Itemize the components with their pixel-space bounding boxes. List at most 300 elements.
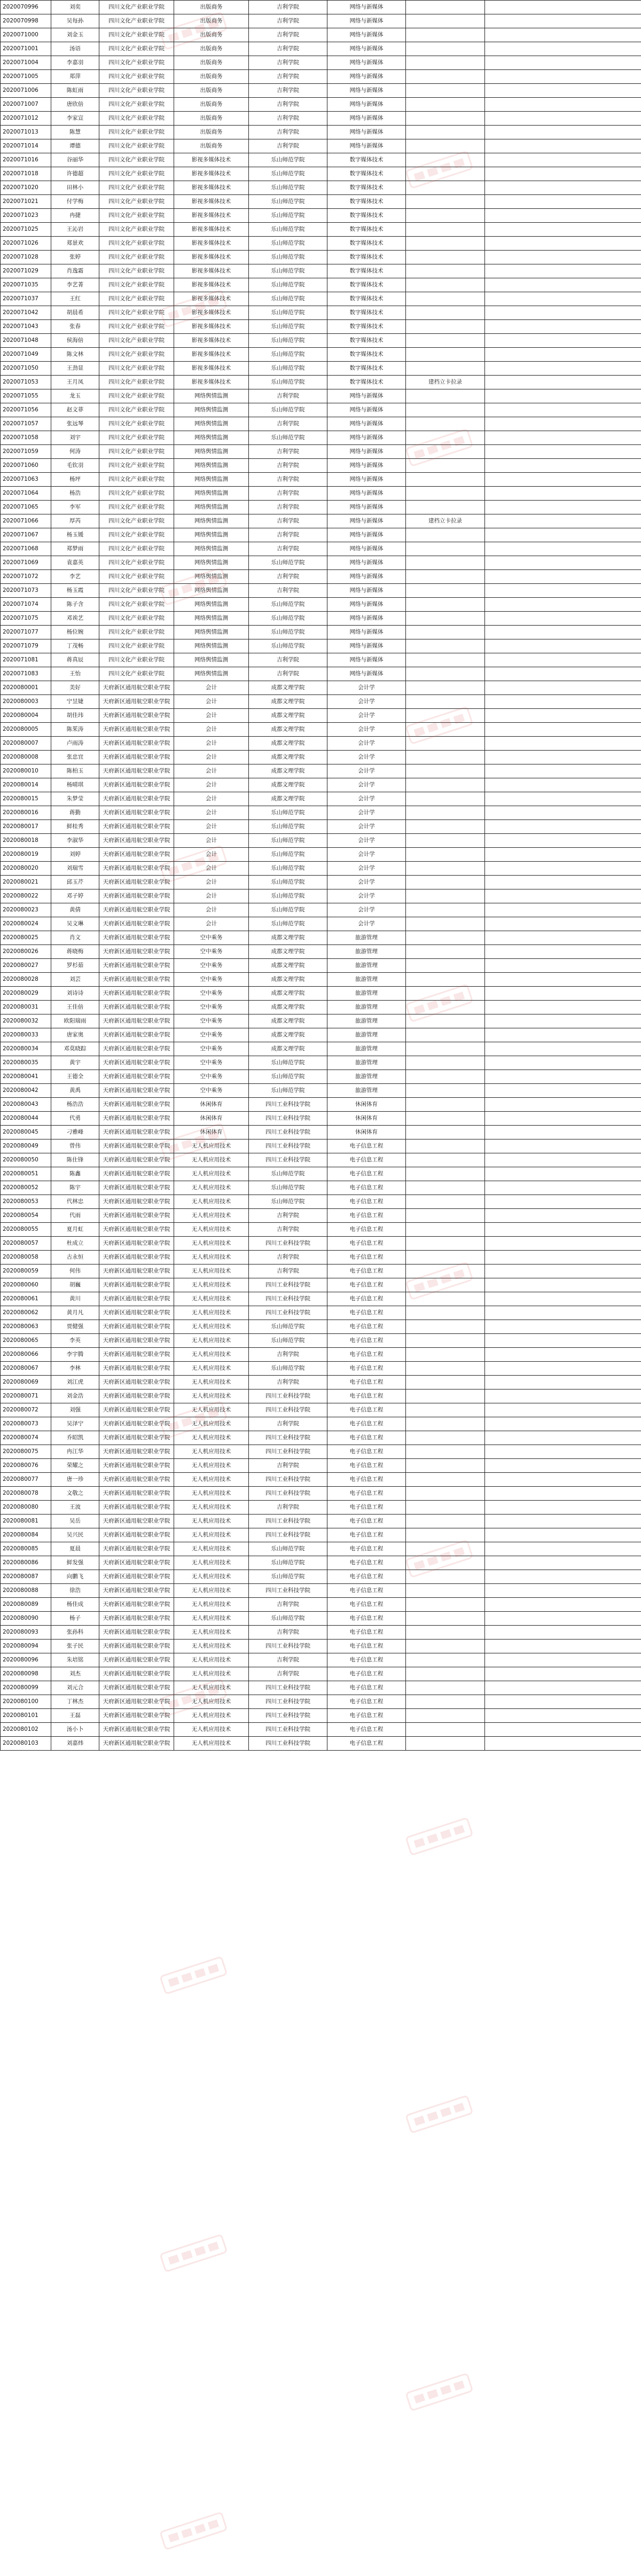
exam-id-cell: 2020080005 bbox=[1, 723, 51, 737]
exam-id-cell: 2020071006 bbox=[1, 84, 51, 98]
empty-cell bbox=[485, 1626, 641, 1640]
admit-major-cell: 电子信息工程 bbox=[327, 1487, 406, 1501]
empty-cell bbox=[485, 667, 641, 681]
exam-id-cell: 2020070996 bbox=[1, 1, 51, 14]
empty-cell bbox=[485, 501, 641, 514]
major-cell: 出版商务 bbox=[174, 98, 249, 112]
table-row bbox=[1, 153, 641, 167]
admit-major-cell: 网络与新媒体 bbox=[327, 639, 406, 653]
empty-cell bbox=[485, 834, 641, 848]
admit-school-cell: 四川工业科技学院 bbox=[249, 1584, 327, 1598]
exam-id-cell: 2020071068 bbox=[1, 542, 51, 556]
school-cell: 天府新区通用航空职业学院 bbox=[99, 1070, 174, 1084]
empty-cell bbox=[485, 945, 641, 959]
admit-major-cell: 电子信息工程 bbox=[327, 1320, 406, 1334]
table-row bbox=[1, 403, 641, 417]
exam-id-cell: 2020080063 bbox=[1, 1320, 51, 1334]
remark-cell bbox=[406, 1459, 485, 1473]
name-cell: 朱培铭 bbox=[51, 1653, 99, 1667]
admit-major-cell: 数字媒体技术 bbox=[327, 153, 406, 167]
major-cell: 无人机应用技术 bbox=[174, 1223, 249, 1237]
major-cell: 网络舆情监测 bbox=[174, 584, 249, 598]
major-cell: 空中乘务 bbox=[174, 1056, 249, 1070]
admit-school-cell: 乐山师范学院 bbox=[249, 209, 327, 223]
table-row bbox=[1, 1459, 641, 1473]
major-cell: 影视多媒体技术 bbox=[174, 376, 249, 389]
remark-cell bbox=[406, 417, 485, 431]
table-row bbox=[1, 334, 641, 348]
name-cell: 杨玉霞 bbox=[51, 584, 99, 598]
admit-school-cell: 吉利学院 bbox=[249, 667, 327, 681]
major-cell: 网络舆情监测 bbox=[174, 528, 249, 542]
table-row bbox=[1, 1445, 641, 1459]
remark-cell bbox=[406, 556, 485, 570]
watermark-stamp bbox=[160, 2512, 227, 2549]
remark-cell bbox=[406, 445, 485, 459]
table-row bbox=[1, 320, 641, 334]
empty-cell bbox=[485, 28, 641, 42]
empty-cell bbox=[485, 1501, 641, 1515]
remark-cell bbox=[406, 1598, 485, 1612]
remark-cell bbox=[406, 876, 485, 889]
exam-id-cell: 2020080020 bbox=[1, 862, 51, 876]
remark-cell: 建档立卡拉录 bbox=[406, 376, 485, 389]
major-cell: 会计 bbox=[174, 862, 249, 876]
name-cell: 乔昭凯 bbox=[51, 1431, 99, 1445]
admit-school-cell: 乐山师范学院 bbox=[249, 1181, 327, 1195]
table-row bbox=[1, 987, 641, 1001]
admit-major-cell: 会计学 bbox=[327, 751, 406, 764]
name-cell: 何伟 bbox=[51, 1264, 99, 1278]
major-cell: 出版商务 bbox=[174, 112, 249, 126]
remark-cell bbox=[406, 1237, 485, 1251]
major-cell: 无人机应用技术 bbox=[174, 1695, 249, 1709]
table-row bbox=[1, 889, 641, 903]
name-cell: 刘杰 bbox=[51, 1667, 99, 1681]
school-cell: 天府新区通用航空职业学院 bbox=[99, 1681, 174, 1695]
school-cell: 天府新区通用航空职业学院 bbox=[99, 987, 174, 1001]
empty-cell bbox=[485, 1598, 641, 1612]
table-row bbox=[1, 1153, 641, 1167]
remark-cell bbox=[406, 584, 485, 598]
admit-major-cell: 电子信息工程 bbox=[327, 1570, 406, 1584]
table-row bbox=[1, 973, 641, 987]
exam-id-cell: 2020071016 bbox=[1, 153, 51, 167]
school-cell: 天府新区通用航空职业学院 bbox=[99, 1626, 174, 1640]
exam-id-cell: 2020071058 bbox=[1, 431, 51, 445]
admit-school-cell: 吉利学院 bbox=[249, 1667, 327, 1681]
major-cell: 无人机应用技术 bbox=[174, 1292, 249, 1306]
exam-id-cell: 2020080071 bbox=[1, 1390, 51, 1403]
empty-cell bbox=[485, 931, 641, 945]
school-cell: 天府新区通用航空职业学院 bbox=[99, 695, 174, 709]
exam-id-cell: 2020080098 bbox=[1, 1667, 51, 1681]
empty-cell bbox=[485, 1681, 641, 1695]
empty-cell bbox=[485, 1195, 641, 1209]
table-row bbox=[1, 417, 641, 431]
exam-id-cell: 2020080045 bbox=[1, 1126, 51, 1139]
school-cell: 天府新区通用航空职业学院 bbox=[99, 1112, 174, 1126]
school-cell: 天府新区通用航空职业学院 bbox=[99, 792, 174, 806]
empty-cell bbox=[485, 1737, 641, 1751]
table-row bbox=[1, 639, 641, 653]
school-cell: 天府新区通用航空职业学院 bbox=[99, 751, 174, 764]
major-cell: 休闲体育 bbox=[174, 1126, 249, 1139]
exam-id-cell: 2020080050 bbox=[1, 1153, 51, 1167]
table-row bbox=[1, 1292, 641, 1306]
admit-major-cell: 网络与新媒体 bbox=[327, 570, 406, 584]
exam-id-cell: 2020080027 bbox=[1, 959, 51, 973]
name-cell: 刘金玉 bbox=[51, 28, 99, 42]
empty-cell bbox=[485, 1640, 641, 1653]
empty-cell bbox=[485, 473, 641, 487]
empty-cell bbox=[485, 1098, 641, 1112]
exam-id-cell: 2020071069 bbox=[1, 556, 51, 570]
name-cell: 陈子含 bbox=[51, 598, 99, 612]
name-cell: 李淑华 bbox=[51, 834, 99, 848]
empty-cell bbox=[485, 1223, 641, 1237]
school-cell: 天府新区通用航空职业学院 bbox=[99, 1042, 174, 1056]
empty-cell bbox=[485, 987, 641, 1001]
table-row bbox=[1, 1084, 641, 1098]
remark-cell bbox=[406, 403, 485, 417]
remark-cell bbox=[406, 1390, 485, 1403]
empty-cell bbox=[485, 389, 641, 403]
name-cell: 胡佳玮 bbox=[51, 709, 99, 723]
admit-major-cell: 电子信息工程 bbox=[327, 1695, 406, 1709]
table-row bbox=[1, 1640, 641, 1653]
admit-major-cell: 网络与新媒体 bbox=[327, 56, 406, 70]
major-cell: 网络舆情监测 bbox=[174, 556, 249, 570]
admit-school-cell: 四川工业科技学院 bbox=[249, 1515, 327, 1528]
table-row bbox=[1, 1014, 641, 1028]
name-cell: 罗杉茹 bbox=[51, 959, 99, 973]
table-row bbox=[1, 1515, 641, 1528]
table-row bbox=[1, 1181, 641, 1195]
empty-cell bbox=[485, 167, 641, 181]
admit-major-cell: 电子信息工程 bbox=[327, 1167, 406, 1181]
empty-cell bbox=[485, 1209, 641, 1223]
table-row bbox=[1, 362, 641, 376]
exam-id-cell: 2020080089 bbox=[1, 1598, 51, 1612]
school-cell: 天府新区通用航空职业学院 bbox=[99, 1390, 174, 1403]
remark-cell bbox=[406, 1667, 485, 1681]
empty-cell bbox=[485, 445, 641, 459]
admit-major-cell: 电子信息工程 bbox=[327, 1251, 406, 1264]
school-cell: 天府新区通用航空职业学院 bbox=[99, 1139, 174, 1153]
remark-cell bbox=[406, 681, 485, 695]
admit-major-cell: 会计学 bbox=[327, 903, 406, 917]
empty-cell bbox=[485, 84, 641, 98]
school-cell: 四川文化产业职业学院 bbox=[99, 320, 174, 334]
admit-major-cell: 电子信息工程 bbox=[327, 1709, 406, 1723]
school-cell: 四川文化产业职业学院 bbox=[99, 431, 174, 445]
admit-school-cell: 成都文理学院 bbox=[249, 681, 327, 695]
exam-id-cell: 2020080061 bbox=[1, 1292, 51, 1306]
admit-school-cell: 乐山师范学院 bbox=[249, 639, 327, 653]
admit-major-cell: 数字媒体技术 bbox=[327, 362, 406, 376]
remark-cell bbox=[406, 1153, 485, 1167]
admit-school-cell: 乐山师范学院 bbox=[249, 598, 327, 612]
table-row bbox=[1, 139, 641, 153]
exam-id-cell: 2020080078 bbox=[1, 1487, 51, 1501]
school-cell: 天府新区通用航空职业学院 bbox=[99, 709, 174, 723]
empty-cell bbox=[485, 1126, 641, 1139]
admit-major-cell: 电子信息工程 bbox=[327, 1348, 406, 1362]
admit-major-cell: 网络与新媒体 bbox=[327, 417, 406, 431]
table-row bbox=[1, 542, 641, 556]
empty-cell bbox=[485, 737, 641, 751]
exam-id-cell: 2020080014 bbox=[1, 778, 51, 792]
exam-id-cell: 2020080053 bbox=[1, 1195, 51, 1209]
admit-major-cell: 电子信息工程 bbox=[327, 1515, 406, 1528]
name-cell: 刘芸 bbox=[51, 973, 99, 987]
name-cell: 荣耀之 bbox=[51, 1459, 99, 1473]
school-cell: 天府新区通用航空职业学院 bbox=[99, 1320, 174, 1334]
school-cell: 四川文化产业职业学院 bbox=[99, 362, 174, 376]
major-cell: 会计 bbox=[174, 834, 249, 848]
table-row bbox=[1, 445, 641, 459]
admit-school-cell: 四川工业科技学院 bbox=[249, 1487, 327, 1501]
major-cell: 会计 bbox=[174, 681, 249, 695]
admit-school-cell: 乐山师范学院 bbox=[249, 903, 327, 917]
major-cell: 会计 bbox=[174, 695, 249, 709]
table-row bbox=[1, 626, 641, 639]
name-cell: 刘金浩 bbox=[51, 1390, 99, 1403]
admit-school-cell: 乐山师范学院 bbox=[249, 431, 327, 445]
remark-cell bbox=[406, 1417, 485, 1431]
admit-major-cell: 会计学 bbox=[327, 820, 406, 834]
exam-id-cell: 2020080010 bbox=[1, 764, 51, 778]
exam-id-cell: 2020080080 bbox=[1, 1501, 51, 1515]
admit-school-cell: 四川工业科技学院 bbox=[249, 1709, 327, 1723]
admit-major-cell: 休闲体育 bbox=[327, 1112, 406, 1126]
school-cell: 天府新区通用航空职业学院 bbox=[99, 917, 174, 931]
table-row bbox=[1, 1251, 641, 1264]
empty-cell bbox=[485, 1237, 641, 1251]
exam-id-cell: 2020080021 bbox=[1, 876, 51, 889]
admit-major-cell: 电子信息工程 bbox=[327, 1362, 406, 1376]
table-row bbox=[1, 751, 641, 764]
admit-school-cell: 成都文理学院 bbox=[249, 1014, 327, 1028]
school-cell: 天府新区通用航空职业学院 bbox=[99, 1487, 174, 1501]
admit-school-cell: 乐山师范学院 bbox=[249, 167, 327, 181]
school-cell: 四川文化产业职业学院 bbox=[99, 528, 174, 542]
admit-major-cell: 旅游管理 bbox=[327, 1028, 406, 1042]
school-cell: 天府新区通用航空职业学院 bbox=[99, 1153, 174, 1167]
admit-school-cell: 吉利学院 bbox=[249, 584, 327, 598]
school-cell: 天府新区通用航空职业学院 bbox=[99, 945, 174, 959]
exam-id-cell: 2020071055 bbox=[1, 389, 51, 403]
admit-major-cell: 网络与新媒体 bbox=[327, 584, 406, 598]
remark-cell bbox=[406, 751, 485, 764]
remark-cell bbox=[406, 667, 485, 681]
empty-cell bbox=[485, 431, 641, 445]
name-cell: 张忠宜 bbox=[51, 751, 99, 764]
name-cell: 陈虹雨 bbox=[51, 84, 99, 98]
empty-cell bbox=[485, 862, 641, 876]
name-cell: 王月凤 bbox=[51, 376, 99, 389]
admit-school-cell: 乐山师范学院 bbox=[249, 1070, 327, 1084]
table-row bbox=[1, 459, 641, 473]
school-cell: 天府新区通用航空职业学院 bbox=[99, 778, 174, 792]
major-cell: 无人机应用技术 bbox=[174, 1320, 249, 1334]
table-row bbox=[1, 1278, 641, 1292]
remark-cell bbox=[406, 459, 485, 473]
school-cell: 天府新区通用航空职业学院 bbox=[99, 1195, 174, 1209]
school-cell: 天府新区通用航空职业学院 bbox=[99, 1334, 174, 1348]
admit-major-cell: 电子信息工程 bbox=[327, 1223, 406, 1237]
remark-cell bbox=[406, 1528, 485, 1542]
empty-cell bbox=[485, 153, 641, 167]
major-cell: 无人机应用技术 bbox=[174, 1598, 249, 1612]
remark-cell bbox=[406, 778, 485, 792]
table-row bbox=[1, 1431, 641, 1445]
remark-cell bbox=[406, 181, 485, 195]
exam-id-cell: 2020071012 bbox=[1, 112, 51, 126]
school-cell: 四川文化产业职业学院 bbox=[99, 126, 174, 139]
major-cell: 出版商务 bbox=[174, 139, 249, 153]
name-cell: 陈慧 bbox=[51, 126, 99, 139]
empty-cell bbox=[485, 1320, 641, 1334]
roster-body bbox=[1, 1, 641, 1751]
table-row bbox=[1, 1487, 641, 1501]
name-cell: 王劲显 bbox=[51, 362, 99, 376]
admit-school-cell: 乐山师范学院 bbox=[249, 1084, 327, 1098]
admit-school-cell: 四川工业科技学院 bbox=[249, 1723, 327, 1737]
admit-school-cell: 乐山师范学院 bbox=[249, 251, 327, 264]
remark-cell bbox=[406, 1251, 485, 1264]
school-cell: 四川文化产业职业学院 bbox=[99, 84, 174, 98]
empty-cell bbox=[485, 806, 641, 820]
admit-major-cell: 网络与新媒体 bbox=[327, 139, 406, 153]
exam-id-cell: 2020071005 bbox=[1, 70, 51, 84]
empty-cell bbox=[485, 848, 641, 862]
admit-major-cell: 旅游管理 bbox=[327, 1070, 406, 1084]
empty-cell bbox=[485, 56, 641, 70]
major-cell: 会计 bbox=[174, 876, 249, 889]
remark-cell bbox=[406, 612, 485, 626]
admit-major-cell: 网络与新媒体 bbox=[327, 459, 406, 473]
remark-cell bbox=[406, 487, 485, 501]
table-row bbox=[1, 348, 641, 362]
school-cell: 天府新区通用航空职业学院 bbox=[99, 1528, 174, 1542]
remark-cell bbox=[406, 1403, 485, 1417]
exam-id-cell: 2020080055 bbox=[1, 1223, 51, 1237]
table-row bbox=[1, 1139, 641, 1153]
exam-id-cell: 2020080101 bbox=[1, 1709, 51, 1723]
major-cell: 无人机应用技术 bbox=[174, 1251, 249, 1264]
admit-school-cell: 四川工业科技学院 bbox=[249, 1237, 327, 1251]
major-cell: 无人机应用技术 bbox=[174, 1237, 249, 1251]
admit-school-cell: 乐山师范学院 bbox=[249, 264, 327, 278]
remark-cell bbox=[406, 1070, 485, 1084]
table-row bbox=[1, 1334, 641, 1348]
exam-id-cell: 2020080090 bbox=[1, 1612, 51, 1626]
admit-major-cell: 会计学 bbox=[327, 723, 406, 737]
name-cell: 杨坪 bbox=[51, 473, 99, 487]
major-cell: 网络舆情监测 bbox=[174, 639, 249, 653]
name-cell: 郑梦雨 bbox=[51, 542, 99, 556]
admit-major-cell: 会计学 bbox=[327, 862, 406, 876]
empty-cell bbox=[485, 1070, 641, 1084]
admit-school-cell: 成都文理学院 bbox=[249, 764, 327, 778]
school-cell: 天府新区通用航空职业学院 bbox=[99, 1612, 174, 1626]
table-row bbox=[1, 1264, 641, 1278]
school-cell: 四川文化产业职业学院 bbox=[99, 584, 174, 598]
school-cell: 天府新区通用航空职业学院 bbox=[99, 1306, 174, 1320]
remark-cell bbox=[406, 501, 485, 514]
exam-id-cell: 2020071004 bbox=[1, 56, 51, 70]
admit-school-cell: 乐山师范学院 bbox=[249, 917, 327, 931]
major-cell: 无人机应用技术 bbox=[174, 1667, 249, 1681]
exam-id-cell: 2020080043 bbox=[1, 1098, 51, 1112]
remark-cell bbox=[406, 945, 485, 959]
name-cell: 代林忠 bbox=[51, 1195, 99, 1209]
major-cell: 无人机应用技术 bbox=[174, 1542, 249, 1556]
remark-cell bbox=[406, 1320, 485, 1334]
empty-cell bbox=[485, 195, 641, 209]
table-row bbox=[1, 84, 641, 98]
exam-id-cell: 2020071050 bbox=[1, 362, 51, 376]
name-cell: 陈文林 bbox=[51, 348, 99, 362]
name-cell: 邓子婷 bbox=[51, 889, 99, 903]
admit-school-cell: 乐山师范学院 bbox=[249, 889, 327, 903]
admit-major-cell: 网络与新媒体 bbox=[327, 598, 406, 612]
empty-cell bbox=[485, 889, 641, 903]
major-cell: 无人机应用技术 bbox=[174, 1723, 249, 1737]
major-cell: 影视多媒体技术 bbox=[174, 348, 249, 362]
remark-cell bbox=[406, 1264, 485, 1278]
major-cell: 网络舆情监测 bbox=[174, 612, 249, 626]
name-cell: 代雨 bbox=[51, 1209, 99, 1223]
admit-major-cell: 数字媒体技术 bbox=[327, 306, 406, 320]
school-cell: 天府新区通用航空职业学院 bbox=[99, 1556, 174, 1570]
name-cell: 黄川 bbox=[51, 1292, 99, 1306]
admit-major-cell: 数字媒体技术 bbox=[327, 320, 406, 334]
name-cell: 刘瑞雪 bbox=[51, 862, 99, 876]
major-cell: 影视多媒体技术 bbox=[174, 153, 249, 167]
admit-school-cell: 乐山师范学院 bbox=[249, 403, 327, 417]
exam-id-cell: 2020080018 bbox=[1, 834, 51, 848]
remark-cell bbox=[406, 56, 485, 70]
exam-id-cell: 2020071064 bbox=[1, 487, 51, 501]
school-cell: 四川文化产业职业学院 bbox=[99, 556, 174, 570]
school-cell: 天府新区通用航空职业学院 bbox=[99, 931, 174, 945]
major-cell: 会计 bbox=[174, 889, 249, 903]
name-cell: 吴文琳 bbox=[51, 917, 99, 931]
major-cell: 网络舆情监测 bbox=[174, 542, 249, 556]
table-row bbox=[1, 528, 641, 542]
remark-cell bbox=[406, 112, 485, 126]
exam-id-cell: 2020080072 bbox=[1, 1403, 51, 1417]
exam-id-cell: 2020071021 bbox=[1, 195, 51, 209]
remark-cell bbox=[406, 1709, 485, 1723]
table-row bbox=[1, 1070, 641, 1084]
remark-cell bbox=[406, 1084, 485, 1098]
name-cell: 唐欣倍 bbox=[51, 98, 99, 112]
admit-school-cell: 四川工业科技学院 bbox=[249, 1126, 327, 1139]
table-row bbox=[1, 195, 641, 209]
empty-cell bbox=[485, 1723, 641, 1737]
admit-major-cell: 电子信息工程 bbox=[327, 1598, 406, 1612]
exam-id-cell: 2020071065 bbox=[1, 501, 51, 514]
empty-cell bbox=[485, 14, 641, 28]
remark-cell bbox=[406, 362, 485, 376]
admit-school-cell: 乐山师范学院 bbox=[249, 376, 327, 389]
name-cell: 杨浩浩 bbox=[51, 1098, 99, 1112]
admit-major-cell: 电子信息工程 bbox=[327, 1556, 406, 1570]
